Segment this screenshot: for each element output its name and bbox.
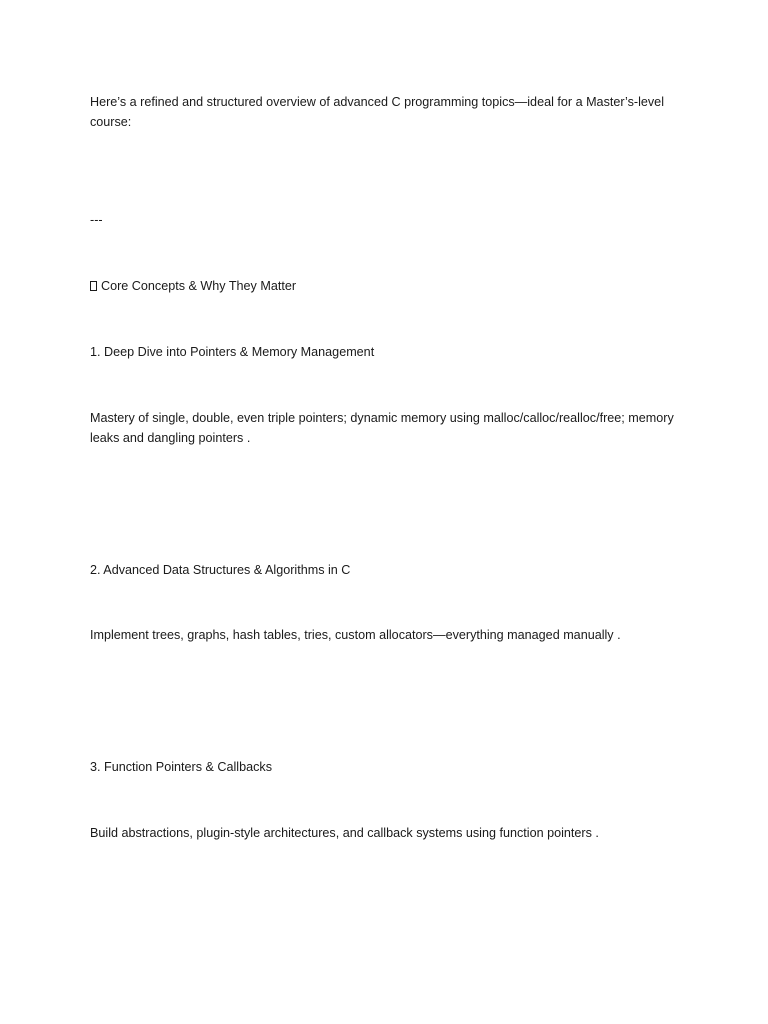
- topic-1-title: 1. Deep Dive into Pointers & Memory Management: [90, 345, 375, 359]
- separator-line: ---: [90, 213, 103, 227]
- topic-2-title: 2. Advanced Data Structures & Algorithms in C: [90, 563, 351, 577]
- section-heading: [90, 276, 680, 296]
- topic-1-description: Mastery of single, double, even triple pointers; dynamic memory using malloc/calloc/realloc/free; memory leaks and dangling pointers .: [90, 411, 674, 445]
- topic-3-description: Build abstractions, plugin-style architectures, and callback systems using function pointers .: [90, 826, 599, 840]
- missing-glyph-icon: [90, 281, 97, 291]
- intro-paragraph: Here’s a refined and structured overview of advanced C programming topics—ideal for a Master’s-level course:: [90, 95, 664, 129]
- topic-3-title: 3. Function Pointers & Callbacks: [90, 760, 272, 774]
- topic-2-description: Implement trees, graphs, hash tables, tries, custom allocators—everything managed manually .: [90, 628, 621, 642]
- section-heading-text: Core Concepts & Why They Matter: [101, 279, 297, 293]
